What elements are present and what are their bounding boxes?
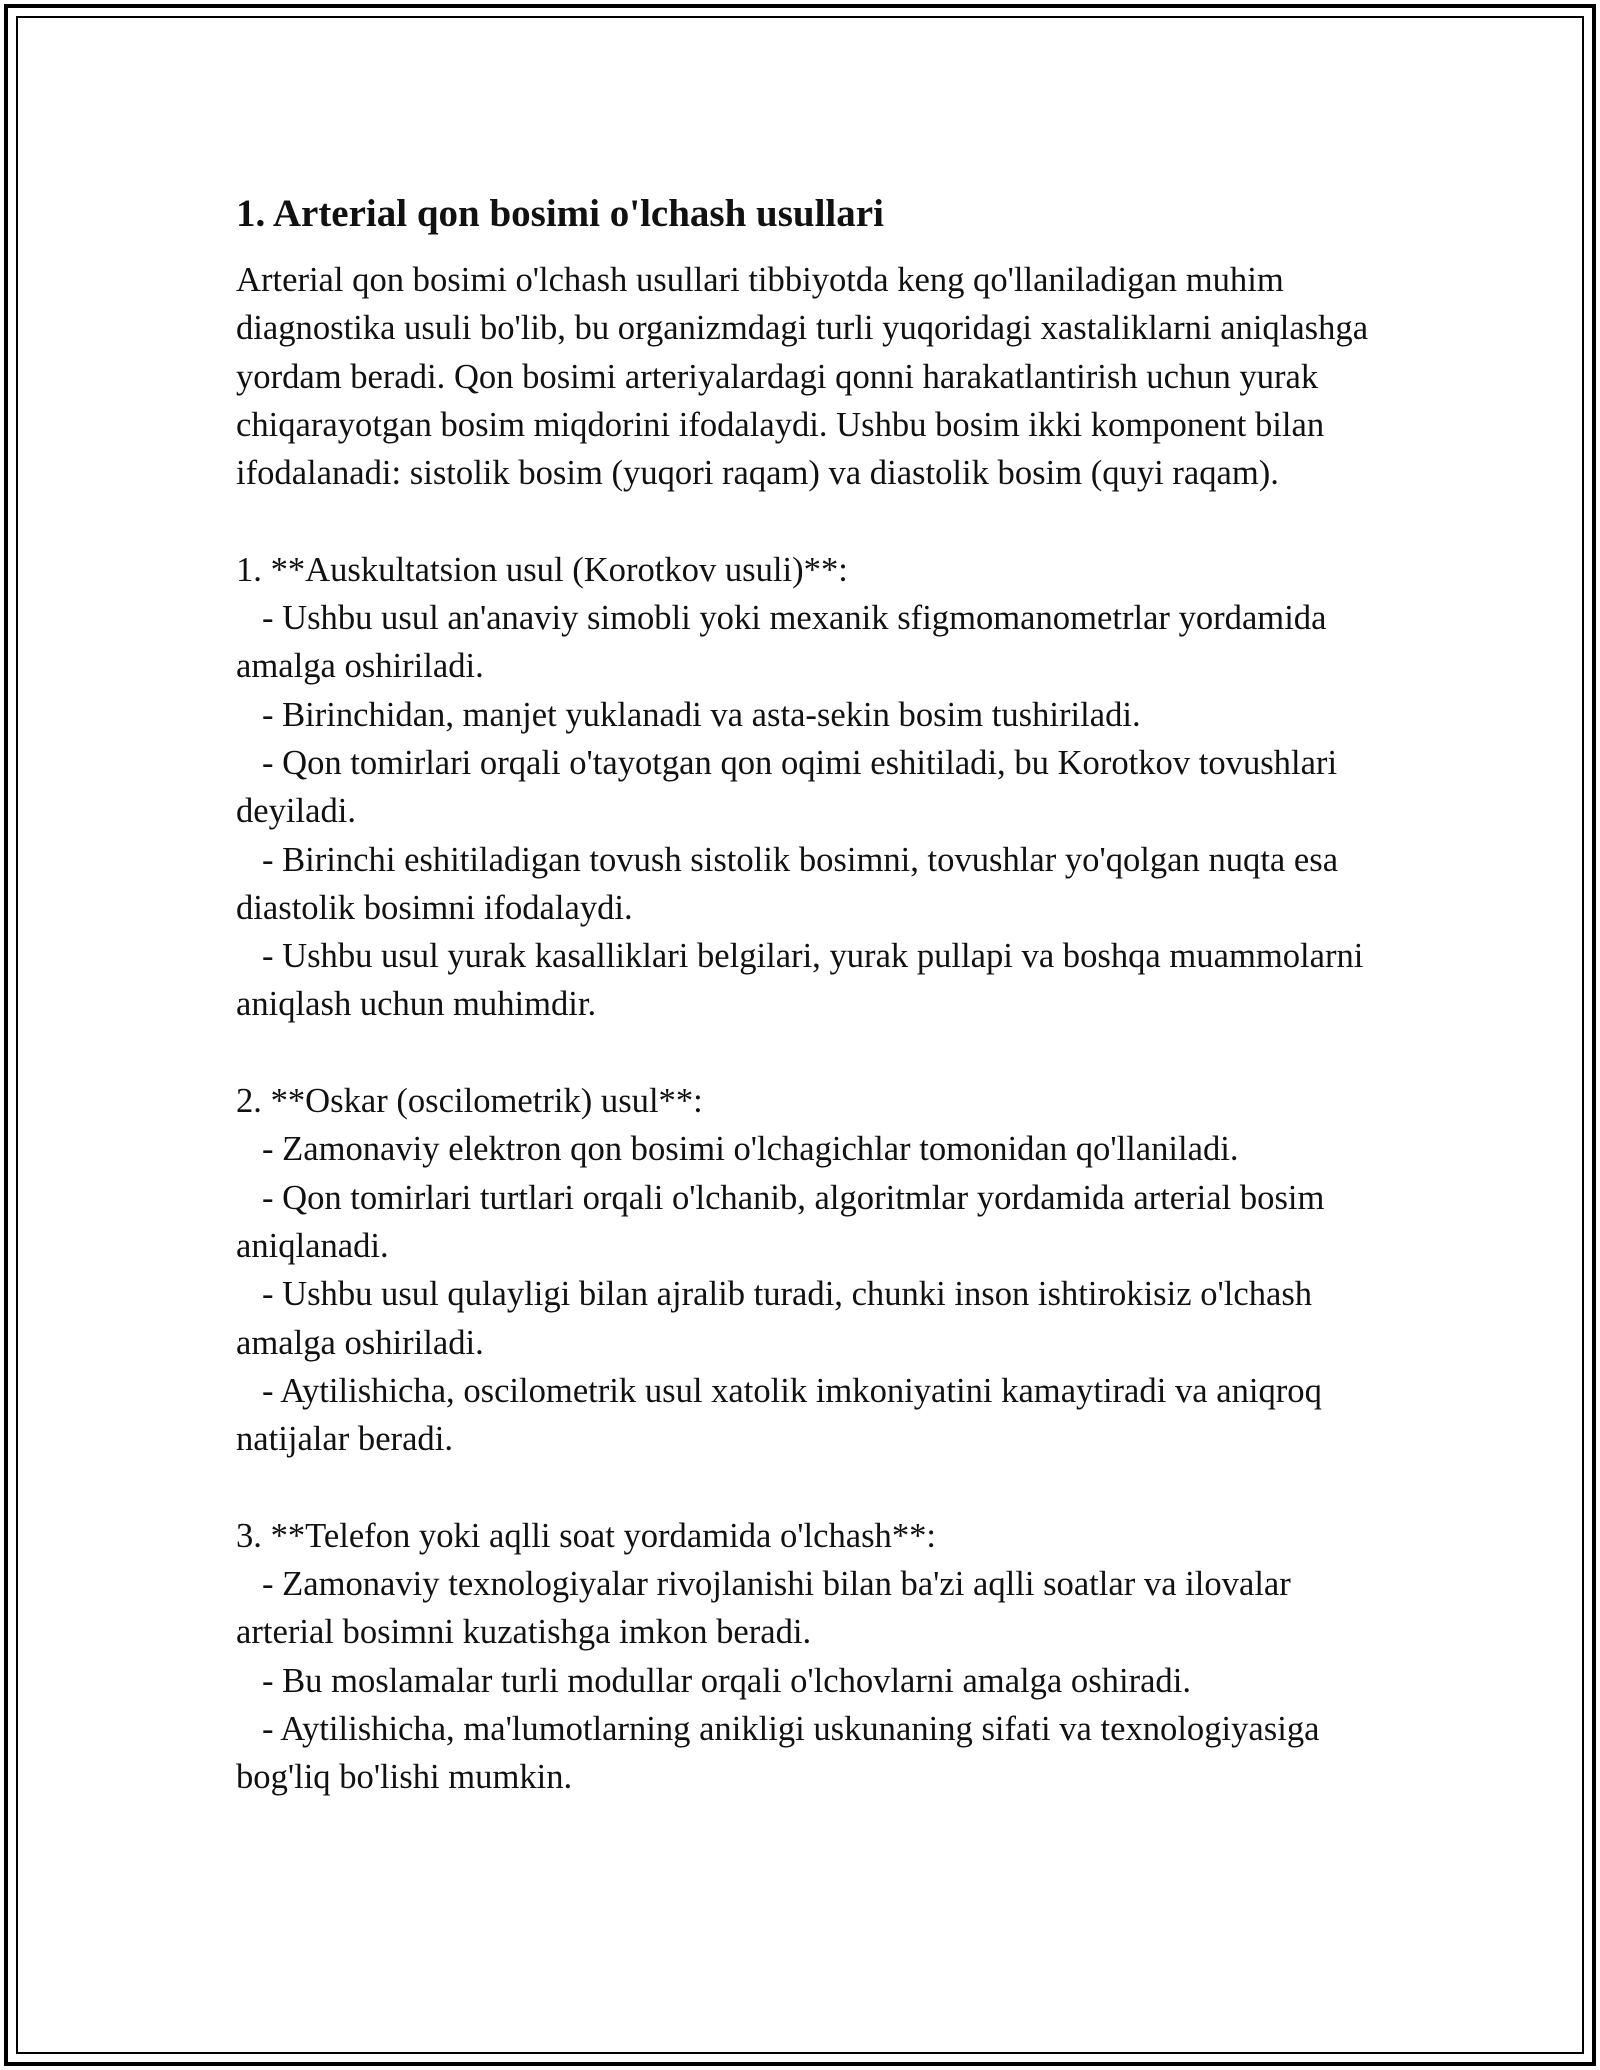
document-content: [236, 188, 1376, 1802]
document-body: Arterial qon bosimi o'lchash usullari tibbiyotda keng qo'llaniladigan muhim diagnostika usuli bo'lib, bu organizmdagi turli yuqoridagi xastaliklarni aniqlashga yordam beradi. Qon bosimi arteriyalardagi qonni harakatlantirish uchun yurak chiqarayotgan bosim miqdorini ifodalaydi. Ushbu bosim ikki komponent bilan ifodalanadi: sistolik bosim (yuqori raqam) va diastolik bosim (quyi raqam). 1. **Auskultatsion usul (Korotkov usuli)**: - Ushbu usul an'anaviy simobli yoki mexanik sfigmomanometrlar yordamida amalga oshiriladi. - Birinchidan, manjet yuklanadi va asta-sekin bosim tushiriladi. - Qon tomirlari orqali o'tayotgan qon oqimi eshitiladi, bu Korotkov tovushlari deyiladi. - Birinchi eshitiladigan tovush sistolik bosimni, tovushlar yo'qolgan nuqta esa diastolik bosimni ifodalaydi. - Ushbu usul yurak kasalliklari belgilari, yurak pullapi va boshqa muammolarni aniqlash uchun muhimdir. 2. **Oskar (oscilometrik) usul**: - Zamonaviy elektron qon bosimi o'lchagichlar tomonidan qo'llaniladi. - Qon tomirlari turtlari orqali o'lchanib, algoritmlar yordamida arterial bosim aniqlanadi. - Ushbu usul qulayligi bilan ajralib turadi, chunki inson ishtirokisiz o'lchash amalga oshiriladi. - Aytilishicha, oscilometrik usul xatolik imkoniyatini kamaytiradi va aniqroq natijalar beradi. 3. **Telefon yoki aqlli soat yordamida o'lchash**: - Zamonaviy texnologiyalar rivojlanishi bilan ba'zi aqlli soatlar va ilovalar arterial bosimni kuzatishga imkon beradi. - Bu moslamalar turli modullar orqali o'lchovlarni amalga oshiradi. - Aytilishicha, ma'lumotlarning anikligi uskunaning sifati va texnologiyasiga bog'liq bo'lishi mumkin.: [236, 261, 1369, 1797]
document-title: 1. Arterial qon bosimi o'lchash usullari: [236, 192, 884, 235]
